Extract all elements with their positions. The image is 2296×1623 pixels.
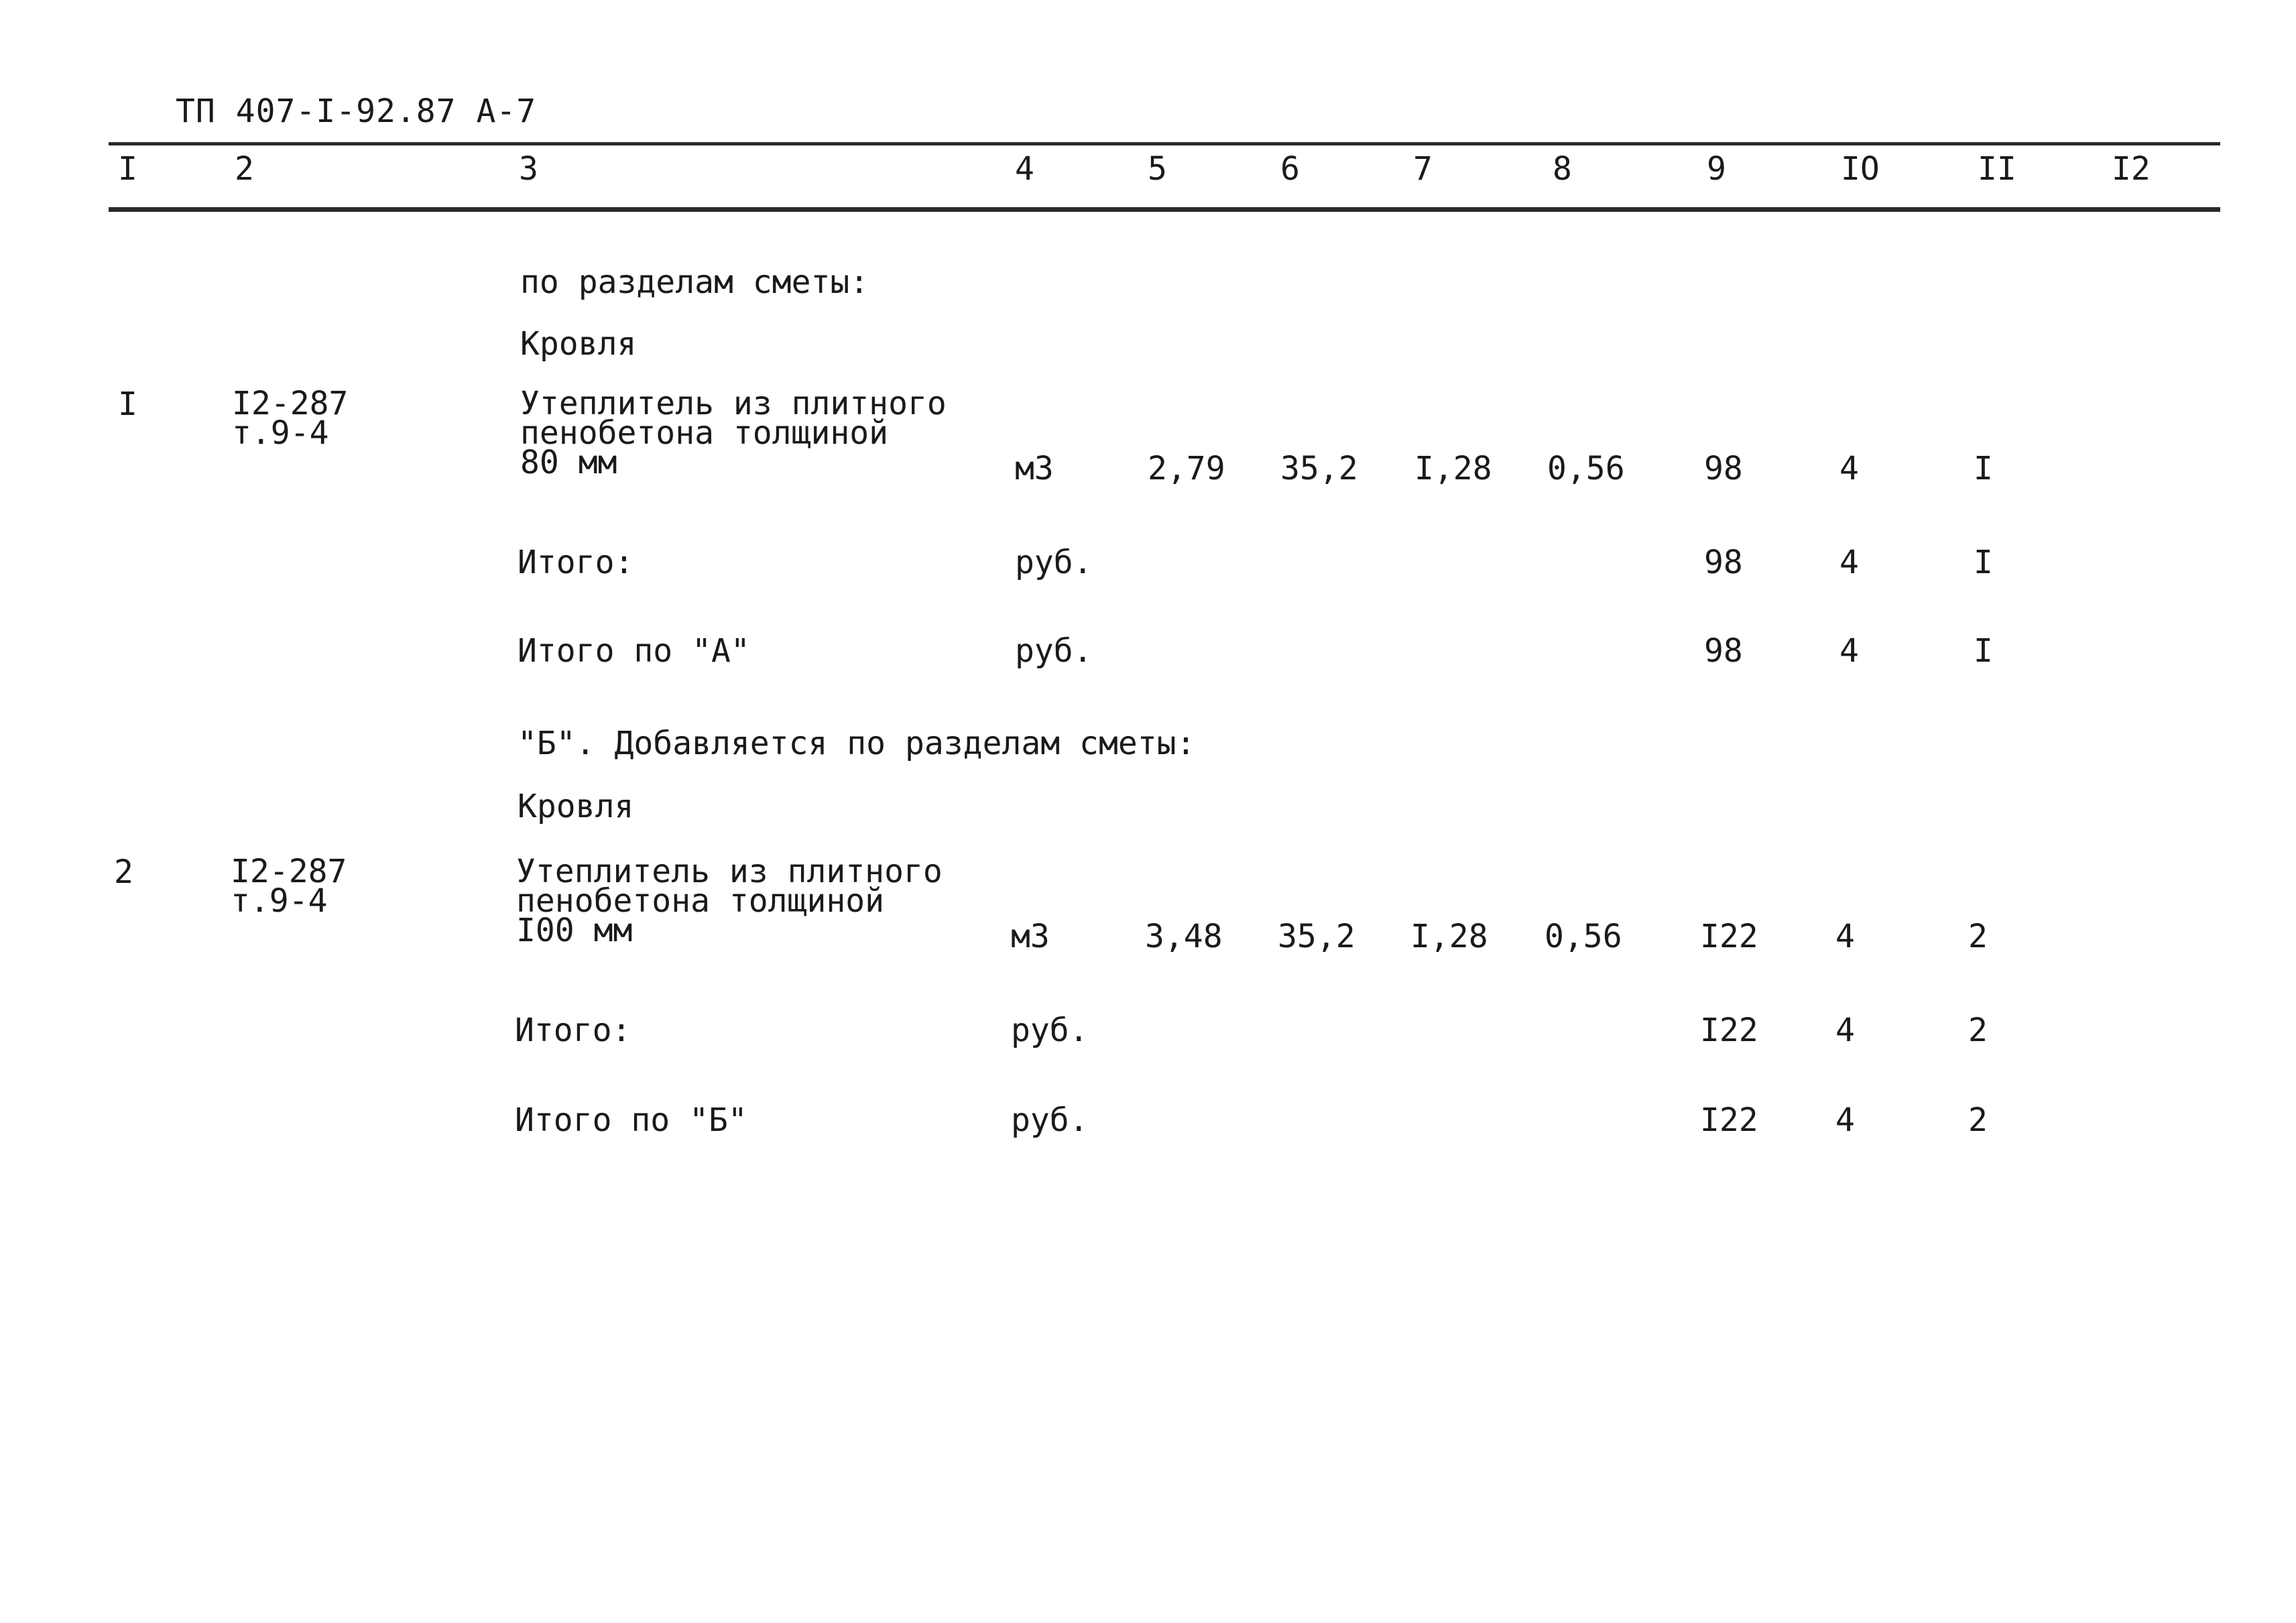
section-b-heading: "Б". Добавляется по разделам сметы: [518,725,1196,762]
total-2-col9: I22 [1700,1012,1758,1049]
total-1-label: Итого: [518,544,634,581]
header-bottom-rule [109,207,2220,212]
col-header-8: 8 [1553,150,1572,188]
row-2-col6: 35,2 [1278,918,1355,955]
total-a-unit: руб. [1015,632,1093,670]
col-header-2: 2 [235,150,254,188]
row-1-col7: I,28 [1414,450,1492,487]
row-2-code-line1: I2-287 [231,853,347,890]
col-header-9: 9 [1707,150,1726,188]
row-2-col9: I22 [1700,918,1758,955]
row-1-code-line2: т.9-4 [232,414,329,452]
row-1-unit: м3 [1015,450,1054,487]
header-top-rule [109,142,2220,145]
row-1-desc-line2: пенобетона толщиной [520,414,889,452]
row-2-code [231,853,347,920]
total-2-col10: 4 [1835,1012,1855,1049]
col-header-11: II [1978,150,2016,188]
row-2-col7: I,28 [1410,918,1488,955]
row-1-desc-line3: 80 мм [520,444,617,481]
total-2-unit: руб. [1011,1012,1089,1049]
total-1-unit: руб. [1015,544,1093,581]
total-a-label: Итого по "А" [518,632,750,670]
row-2-description [516,853,943,949]
row-2-unit: м3 [1011,918,1050,955]
row-1-col9: 98 [1704,450,1743,487]
total-2-col11: 2 [1968,1012,1988,1049]
row-2-desc-line2: пенобетона толщиной [516,882,885,920]
col-header-6: 6 [1280,150,1300,188]
row-2-desc-line1: Утеплитель из плитного [516,853,943,890]
document-code: ТП 407-I-92.87 А-7 [176,93,537,130]
row-1-col8: 0,56 [1547,450,1625,487]
row-1-col5: 2,79 [1148,450,1225,487]
row-2-code-line2: т.9-4 [231,882,328,920]
total-b-unit: руб. [1011,1101,1089,1139]
row-1-col10: 4 [1839,450,1859,487]
row-2-col10: 4 [1835,918,1855,955]
col-header-12: I2 [2112,150,2151,188]
row-2-col5: 3,48 [1145,918,1223,955]
row-1-code-line1: I2-287 [232,385,349,422]
total-a-col10: 4 [1839,632,1859,670]
row-2-col8: 0,56 [1545,918,1622,955]
row-1-col11: I [1974,450,1993,487]
total-2-label: Итого: [515,1012,631,1049]
row-1-desc-line1: Утеплитель из плитного [520,385,947,422]
total-b-label: Итого по "Б" [515,1101,747,1139]
row-2-number: 2 [114,853,133,891]
total-a-col9: 98 [1704,632,1743,670]
row-1-code [232,385,349,452]
total-b-col9: I22 [1700,1101,1758,1139]
col-header-5: 5 [1148,150,1167,188]
section-a-heading: по разделам сметы: [520,263,869,301]
row-2-desc-line3: I00 мм [516,912,633,949]
total-b-col10: 4 [1835,1101,1855,1139]
total-1-col11: I [1974,544,1993,581]
row-1-description [520,385,947,481]
total-1-col9: 98 [1704,544,1743,581]
total-1-col10: 4 [1839,544,1859,581]
col-header-4: 4 [1015,150,1034,188]
total-b-col11: 2 [1968,1101,1988,1139]
col-header-1: I [118,150,137,188]
section-a-subheading: Кровля [520,325,637,363]
row-1-number: I [118,385,137,423]
col-header-7: 7 [1413,150,1433,188]
col-header-10: IO [1841,150,1880,188]
section-b-subheading: Кровля [518,788,634,825]
row-2-col11: 2 [1968,918,1988,955]
col-header-3: 3 [519,150,538,188]
total-a-col11: I [1974,632,1993,670]
row-1-col6: 35,2 [1280,450,1358,487]
